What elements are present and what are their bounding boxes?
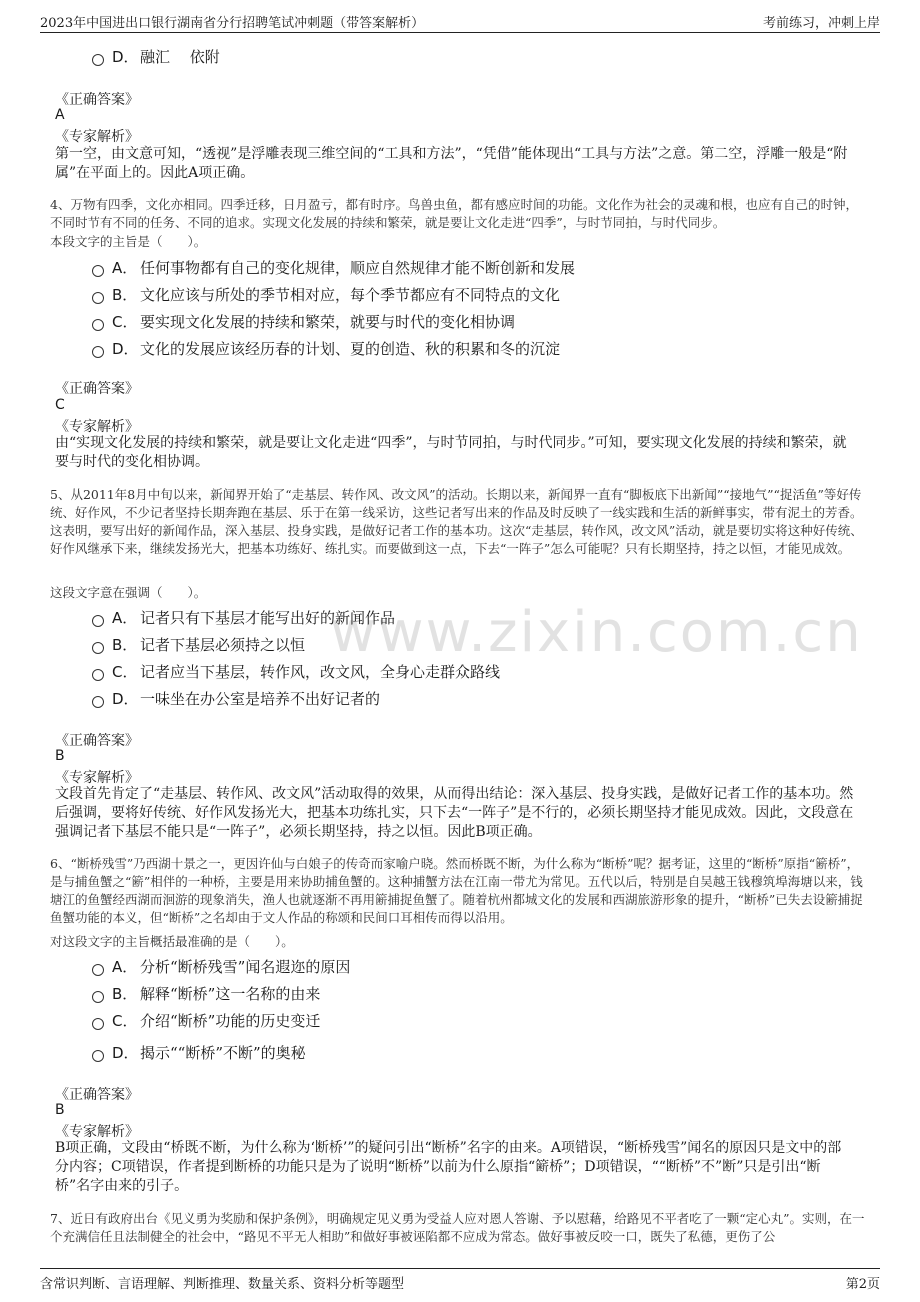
radio-icon[interactable] <box>92 964 104 976</box>
answer-value: C <box>55 397 65 413</box>
answer-value: B <box>55 1102 65 1118</box>
radio-icon[interactable] <box>92 54 104 66</box>
radio-icon[interactable] <box>92 642 104 654</box>
radio-icon[interactable] <box>92 319 104 331</box>
analysis-text: 文段首先肯定了“走基层、转作风、改文风”活动取得的效果，从而得出结论：深入基层、投身实践，是做好记者工作的基本功。然后强调，要将好传统、好作风发扬光大，把基本功练扎实，只下去“一阵子”是不行的，必须长期坚持才能见成效。因此，文段意在强调记者下基层不能只是“一阵子”，必须长期坚持，持之以恒。因此B项正确。 <box>55 786 854 840</box>
analysis-text: 第一空，由文意可知，“透视”是浮雕表现三维空间的“工具和方法”，“凭借”能体现出“工具与方法”之意。第二空，浮雕一般是“附属”在平面上的。因此A项正确。 <box>55 146 848 181</box>
q5-option-d[interactable]: D．一味坐在办公室是培养不出好记者的 <box>92 688 380 709</box>
page-header <box>40 8 880 33</box>
question-stem: 5、从2011年8月中旬以来，新闻界开始了“走基层、转作风、改文风”的活动。长期以来，新闻界一直有“脚板底下出新闻”“接地气”“捉活鱼”等好传统、好作风，不少记者坚持长期奔跑在基层、乐于在第一线采访，这些记者写出来的作品及时反映了一线实践和生活的新鲜事实，带有泥土的芳香。这表明，要写出好的新闻作品，深入基层、投身实践，是做好记者工作的基本功。这次“走基层，转作风，改文风”活动，就是要切实将这种好传统、好作风继承下来，继续发扬光大，把基本功练好、练扎实。而要做到这一点，下去“一阵子”怎么可能呢？只有长期坚持，持之以恒，才能见成效。 <box>50 487 863 556</box>
analysis-label: 《专家解析》 <box>55 1124 139 1140</box>
answer-label: 《正确答案》 <box>55 733 139 749</box>
question-ask: 对这段文字的主旨概括最准确的是（ ）。 <box>50 934 294 949</box>
answer-value: A <box>55 107 65 123</box>
q4-option-d[interactable]: D．文化的发展应该经历春的计划、夏的创造、秋的积累和冬的沉淀 <box>92 338 560 359</box>
answer-label: 《正确答案》 <box>55 381 139 397</box>
q5-option-b[interactable]: B． 记者下基层必须持之以恒 <box>92 634 305 655</box>
answer-label: 《正确答案》 <box>55 1087 139 1103</box>
radio-icon[interactable] <box>92 265 104 277</box>
question-stem: 6、“断桥残雪”乃西湖十景之一，更因许仙与白娘子的传奇而家喻户晓。然而桥既不断，为什么称为“断桥”呢？据考证，这里的“断桥”原指“簖桥”，是与捕鱼蟹之“簖”相伴的一种桥，主要是用来协助捕鱼蟹的。这种捕蟹方法在江南一带尤为常见。五代以后，特别是自吴越王钱穆筑埠海塘以来，钱塘江的鱼蟹经西湖而洄游的现象消失，渔人也就逐渐不再用簖捕捉鱼蟹了。随着杭州都城文化的发展和西湖旅游形象的提升，“断桥”已失去设簖捕捉鱼蟹功能的本义，但“断桥”之名却由于文人作品的称颂和民间口耳相传而得以沿用。 <box>50 856 863 925</box>
footer-note: 含常识判断、言语理解、判断推理、数量关系、资料分析等题型 <box>40 1277 405 1292</box>
question-stem: 7、近日有政府出台《见义勇为奖励和保护条例》，明确规定见义勇为受益人应对恩人答谢、予以慰藉，给路见不平者吃了一颗“定心丸”。实则，在一个充满信任且法制健全的社会中，“路见不平无人相助”和做好事被诬陷都不应成为常态。做好事被反咬一口，既失了私德，更伤了公 <box>50 1211 865 1244</box>
radio-icon[interactable] <box>92 346 104 358</box>
q6-option-a[interactable]: A． 分析“断桥残雪”闻名遐迩的原因 <box>92 956 350 977</box>
question-ask: 这段文字意在强调（ ）。 <box>50 585 207 600</box>
header-title: 2023年中国进出口银行湖南省分行招聘笔试冲刺题（带答案解析） <box>40 16 425 31</box>
answer-value: B <box>55 748 65 764</box>
radio-icon[interactable] <box>92 1050 104 1062</box>
q6-option-b[interactable]: B． 解释“断桥”这一名称的由来 <box>92 983 320 1004</box>
header-slogan: 考前练习，冲刺上岸 <box>762 16 880 31</box>
radio-icon[interactable] <box>92 292 104 304</box>
watermark: www.zixin.com.cn <box>330 600 863 665</box>
analysis-label: 《专家解析》 <box>55 770 139 786</box>
q6-option-c[interactable]: C． 介绍“断桥”功能的历史变迁 <box>92 1010 320 1031</box>
q3-option-d[interactable]: D．融汇 依附 <box>92 46 220 67</box>
analysis-text: B项正确，文段由“桥既不断，为什么称为‘断桥’”的疑问引出“断桥”名字的由来。A项错误，“断桥残雪”闻名的原因只是文中的部分内容；C项错误，作者提到断桥的功能只是为了说明“断桥”以前为什么原指“簖桥”；D项错误，““断桥”不”断”只是引出“断桥”名字由来的引子。 <box>55 1140 842 1194</box>
radio-icon[interactable] <box>92 615 104 627</box>
question-stem: 4、万物有四季，文化亦相同。四季迁移，日月盈亏，都有时序。鸟兽虫鱼，都有感应时间的功能。文化作为社会的灵魂和根，也应有自己的时钟，不同时节有不同的任务、不同的追求。实现文化发展的持续和繁荣，就是要让文化走进“四季”，与时节同拍，与时代同步。 <box>50 197 858 230</box>
q6-option-d[interactable]: D．揭示““断桥”不断”的奥秘 <box>92 1042 306 1063</box>
page-footer <box>40 1268 880 1293</box>
page-number: 第2页 <box>845 1277 880 1292</box>
analysis-label: 《专家解析》 <box>55 129 139 145</box>
radio-icon[interactable] <box>92 669 104 681</box>
radio-icon[interactable] <box>92 991 104 1003</box>
radio-icon[interactable] <box>92 1018 104 1030</box>
radio-icon[interactable] <box>92 696 104 708</box>
q4-option-a[interactable]: A． 任何事物都有自己的变化规律，顺应自然规律才能不断创新和发展 <box>92 257 575 278</box>
analysis-text: 由“实现文化发展的持续和繁荣，就是要让文化走进“四季”，与时节同拍，与时代同步。”可知，要实现文化发展的持续和繁荣，就要与时代的变化相协调。 <box>55 435 847 470</box>
analysis-label: 《专家解析》 <box>55 419 139 435</box>
question-ask: 本段文字的主旨是（ ）。 <box>50 234 207 249</box>
q5-option-c[interactable]: C． 记者应当下基层，转作风，改文风，全身心走群众路线 <box>92 661 500 682</box>
q4-option-b[interactable]: B． 文化应该与所处的季节相对应，每个季节都应有不同特点的文化 <box>92 284 560 305</box>
q4-option-c[interactable]: C． 要实现文化发展的持续和繁荣，就要与时代的变化相协调 <box>92 311 515 332</box>
answer-label: 《正确答案》 <box>55 92 139 108</box>
q5-option-a[interactable]: A． 记者只有下基层才能写出好的新闻作品 <box>92 607 395 628</box>
